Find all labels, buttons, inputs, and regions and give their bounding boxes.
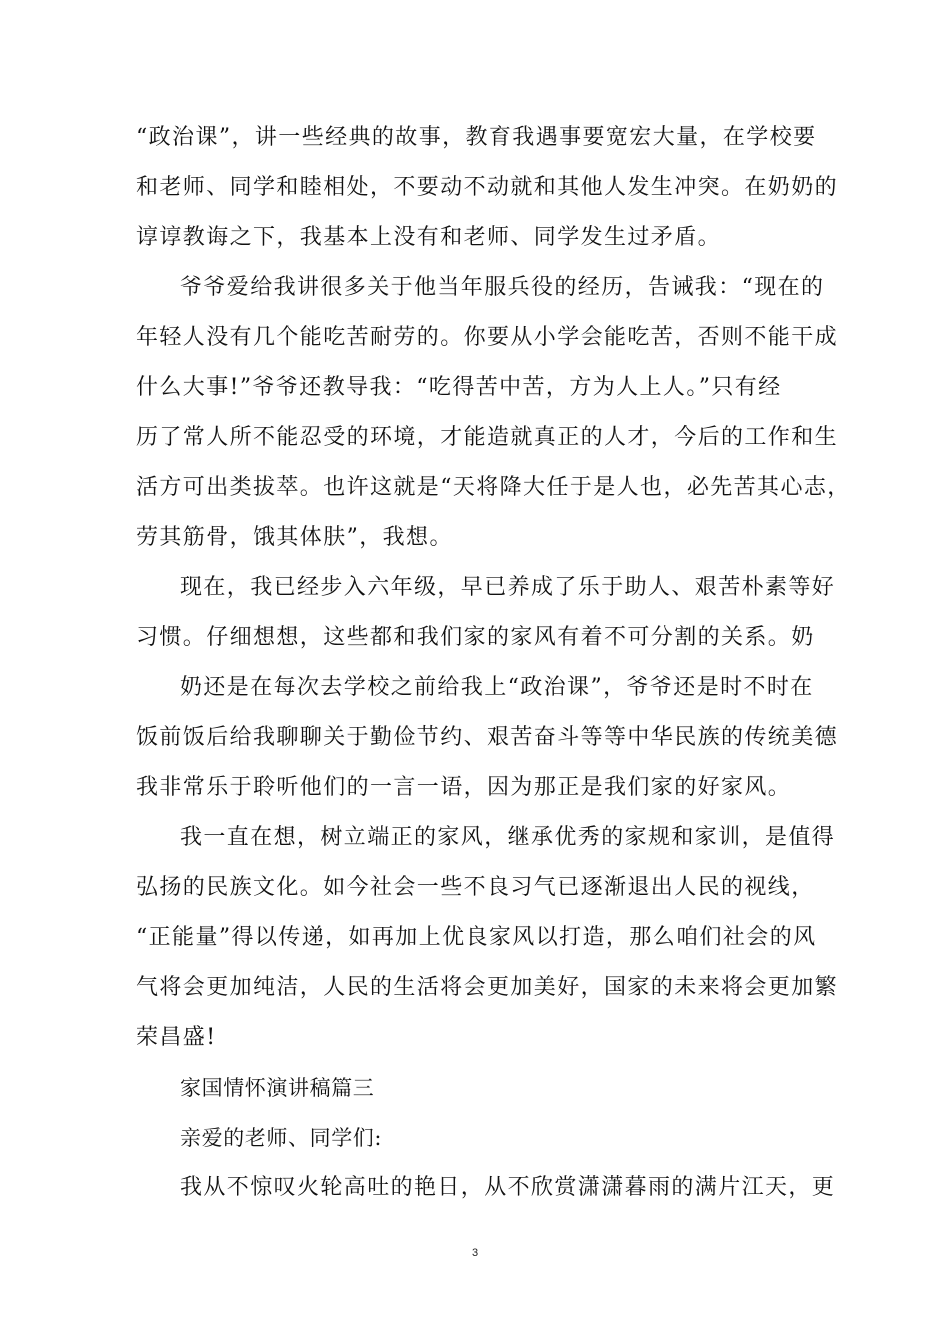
text-line: 历了常人所不能忍受的环境，才能造就真正的人才，今后的工作和生 [136, 425, 839, 450]
text-line: “正能量”得以传递，如再加上优良家风以打造，那么咱们社会的风 [136, 925, 817, 950]
text-line: 劳其筋骨，饿其体肤”，我想。 [136, 525, 453, 550]
paragraph-first-line: 我从不惊叹火轮高吐的艳日，从不欣赏潇潇暮雨的满片江天，更 [180, 1175, 836, 1200]
text-line: 年轻人没有几个能吃苦耐劳的。你要从小学会能吃苦，否则不能干成 [136, 325, 839, 350]
text-line: 弘扬的民族文化。如今社会一些不良习气已逐渐退出人民的视线， [136, 875, 815, 900]
text-line: 我非常乐于聆听他们的一言一语，因为那正是我们家的好家风。 [136, 775, 792, 800]
text-line: 活方可出类拔萃。也许这就是“天将降大任于是人也，必先苦其心志， [136, 475, 851, 500]
text-line: 谆谆教诲之下，我基本上没有和老师、同学发生过矛盾。 [136, 225, 722, 250]
text-line: “政治课”，讲一些经典的故事，教育我遇事要宽宏大量，在学校要 [136, 125, 817, 150]
paragraph-first-line: 现在，我已经步入六年级，早已养成了乐于助人、艰苦朴素等好 [180, 575, 836, 600]
paragraph-first-line: 爷爷爱给我讲很多关于他当年服兵役的经历，告诫我：“现在的 [180, 275, 825, 300]
text-line: 和老师、同学和睦相处，不要动不动就和其他人发生冲突。在奶奶的 [136, 175, 839, 200]
text-line: 习惯。仔细想想，这些都和我们家的家风有着不可分割的关系。奶 [136, 625, 815, 650]
text-line: 气将会更加纯洁，人民的生活将会更加美好，国家的未来将会更加繁 [136, 975, 839, 1000]
text-line: 什么大事!”爷爷还教导我：“吃得苦中苦，方为人上人。”只有经 [136, 375, 782, 400]
text-line: 荣昌盛! [136, 1025, 217, 1050]
paragraph-first-line: 我一直在想，树立端正的家风，继承优秀的家规和家训，是值得 [180, 825, 836, 850]
page-number: 3 [471, 1247, 479, 1259]
text-line: 奶还是在每次去学校之前给我上“政治课”，爷爷还是时不时在 [180, 675, 814, 700]
section-heading: 家国情怀演讲稿篇三 [180, 1076, 375, 1100]
salutation: 亲爱的老师、同学们: [180, 1126, 383, 1150]
text-line: 饭前饭后给我聊聊关于勤俭节约、艰苦奋斗等等中华民族的传统美德 [136, 725, 839, 750]
